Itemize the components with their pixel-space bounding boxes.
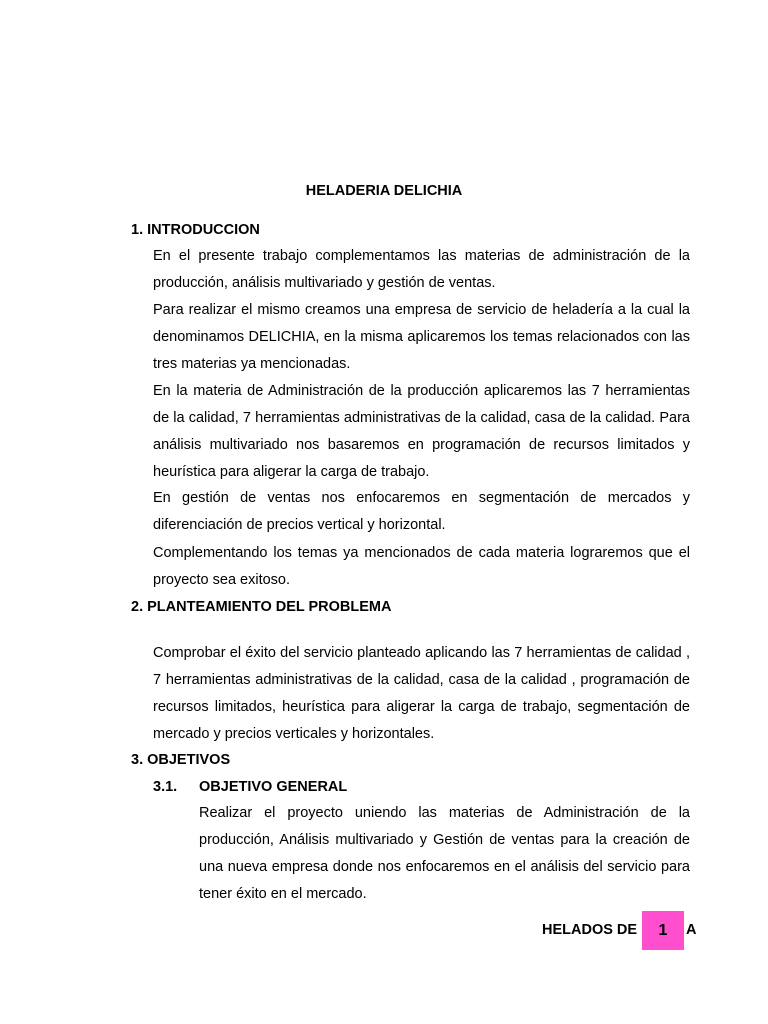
intro-paragraph-1: En el presente trabajo complementamos las materias de administración de la producción, análisis multivariado y gestión de ventas. [153,248,690,291]
objetivo-general-paragraph: Realizar el proyecto uniendo las materias de Administración de la producción, Análisis multivariado y Gestión de ventas para la creación de una nueva empresa donde nos enfocaremos en el análisis del servicio para tener éxito en el mercado. [199,805,690,902]
subsection-heading-objetivo-general [153,778,347,796]
section-heading-objetivos: 3. OBJETIVOS [131,752,231,768]
footer-text: HELADOS DE [542,922,638,938]
page-number-badge [642,911,684,950]
subsection-title: OBJETIVO GENERAL [199,779,348,795]
footer-text-tail: A [686,922,697,938]
page-number: 1 [658,921,668,939]
intro-paragraph-2: Para realizar el mismo creamos una empresa de servicio de heladería a la cual la denominamos DELICHIA, en la misma aplicaremos los temas relacionados con las tres materias ya mencionadas. [153,302,690,372]
section-heading-planteamiento: 2. PLANTEAMIENTO DEL PROBLEMA [131,599,392,615]
intro-paragraph-5: Complementando los temas ya mencionados de cada materia lograremos que el proyecto sea exitoso. [153,545,690,588]
problem-paragraph: Comprobar el éxito del servicio planteado aplicando las 7 herramientas de calidad , 7 herramientas administrativas de la calidad, casa de la calidad , programación de recursos limitados, heurística para aligerar la carga de trabajo, segmentación de mercado y precios verticales y horizontales. [153,645,690,742]
subsection-number: 3.1. [153,779,178,795]
intro-paragraph-4: En gestión de ventas nos enfocaremos en segmentación de mercados y diferenciación de precios vertical y horizontal. [153,490,690,533]
document-title: HELADERIA DELICHIA [305,183,463,199]
intro-paragraph-3: En la materia de Administración de la producción aplicaremos las 7 herramientas de la calidad, 7 herramientas administrativas de la calidad, casa de la calidad. Para análisis multivariado nos basaremos en programación de recursos limitados y heurística para aligerar la carga de trabajo. [153,383,690,480]
section-heading-introduccion: 1. INTRODUCCION [131,222,260,238]
footer-label [542,921,697,939]
